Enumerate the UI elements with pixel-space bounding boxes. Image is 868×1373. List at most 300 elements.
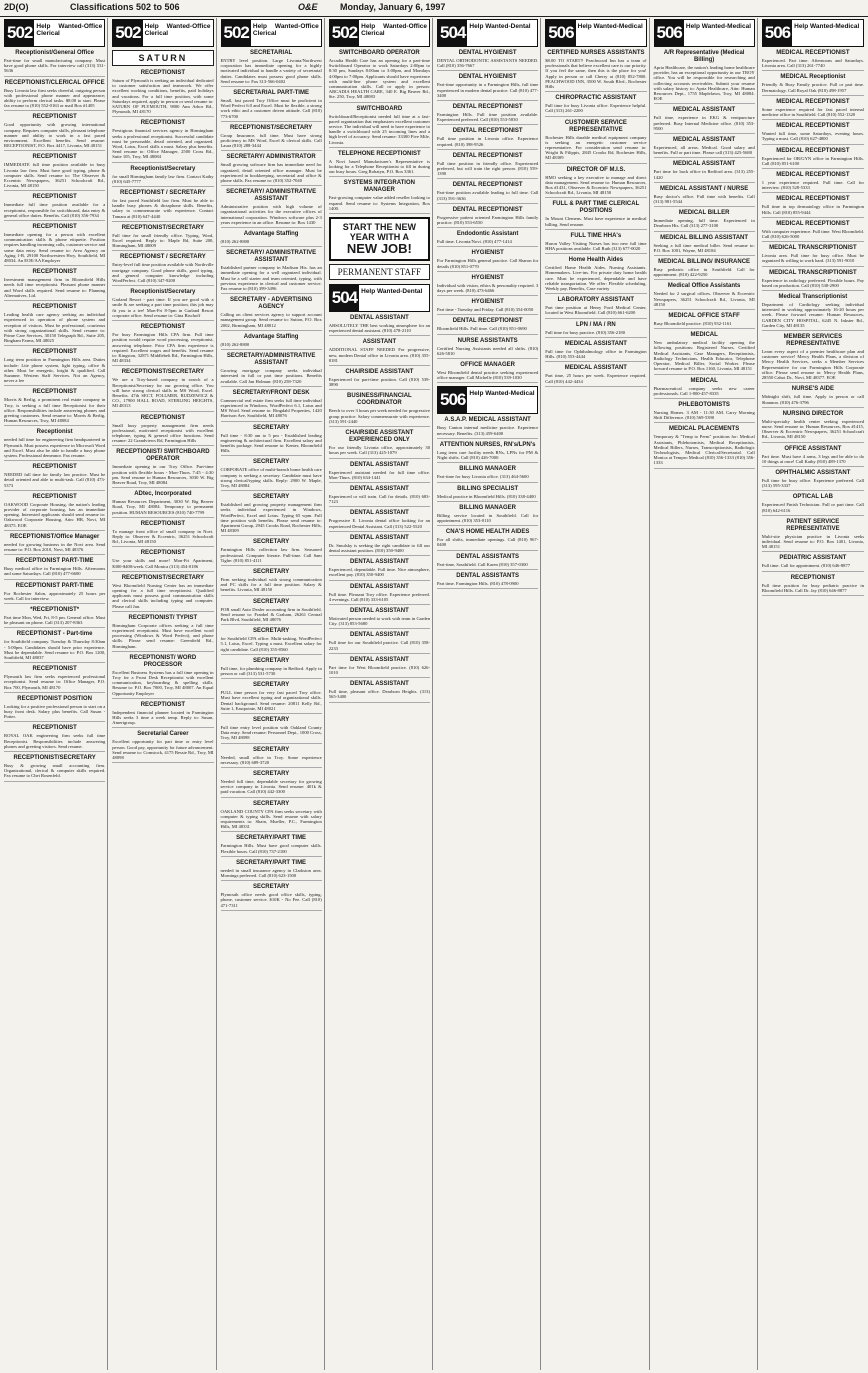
ad-body: Some experience required for fast paced internal medicine office in Southfield. Call (810) 552-1320: [761, 106, 864, 118]
ads-list: [4, 50, 105, 782]
section-title: Classifications 502 to 506: [70, 2, 180, 12]
classified-ad: [654, 313, 755, 329]
ad-heading: Receptionist/Secretary: [130, 289, 196, 296]
classified-ad: [545, 201, 646, 229]
ad-heading: SECRETARY: [252, 746, 290, 753]
ad-body: Long term position in Farmington Hills area. Duties include: Lite phone system, light typing, office & other. Must be energetic, bright & qualified. Call Suzanne. Western Staff Services. Not an Agency, never a fee: [4, 357, 106, 384]
classified-ad: [4, 429, 105, 461]
ad-heading: A/R Representative (Medical Billing): [663, 50, 745, 63]
ad-body: Part time. Must have 4 arms, 3 legs and be able to do 10 things at once! Call Kathy (810) 489-1370: [761, 453, 864, 464]
classified-ad: [762, 386, 864, 407]
classified-ad: [762, 245, 864, 266]
ad-body: (810) 262-8800: [220, 341, 250, 347]
ad-heading: RECEPTIONIST: [32, 493, 77, 500]
ads-list: [437, 50, 538, 383]
ad-body: Temporary & "Temp to Perm" positions for: Medical Assistants, Phlebotomists, Medical Receptionists, Medical Billers, Nurses, Transcriptionists, Radiologic Technologists, Medical Clerical/Secretarial. Call Monica at Tempro Medical (810) 356-1333 (810) 356-1333: [653, 434, 755, 466]
classified-ad: [545, 341, 646, 362]
ad-body: Saturn of Plymouth is seeking an individual dedicated to customer satisfaction and teamwork. We offer excellent working conditions, benefits, paid holidays and vacations. For a full time position, with some Saturdays required, apply in person or send resume to: SATURN OF PLYMOUTH, 9800 Ann Arbor Rd., Plymouth, MI 48170: [112, 78, 214, 115]
ad-heading: DENTAL ASSISTANT: [349, 510, 409, 517]
section-heading: Help Wanted-Medical: [577, 23, 643, 30]
ad-heading: RECEPTIONIST: [32, 224, 77, 231]
ad-body: Busy & growing small accounting firm. Organizational, clerical & computer skills required. Fax resume to Chet Rosenfeld.: [4, 763, 106, 779]
section-header-504: [437, 19, 538, 47]
saturn-logo-box: [112, 50, 213, 66]
ad-heading: HYGIENIST: [471, 299, 504, 306]
classified-ad: [762, 555, 864, 571]
ad-body: Plymouth office needs good office skills, typing, phone, customer service. $10K - No Fee. Call (810) 471-7311: [220, 892, 322, 908]
ad-body: Commercial real estate firm seeks full time individual experienced in Windows, WordPerfect 6.1, Lotus and MS Word. Send resume to: Ringdahl Properties, 1420 Harrison Ave, Southfield, MI 48076: [220, 397, 322, 419]
classified-ad: [545, 365, 646, 386]
classified-ad: [329, 393, 430, 427]
classified-ad: [654, 332, 755, 374]
page-number: 2D(O): [4, 2, 29, 12]
section-header-504: [329, 284, 430, 312]
ad-body: ADDITIONAL STAFF NEEDED For progressive, new, modern Dental office in Livonia area. (810) 355-8181: [328, 347, 430, 363]
section-number: 502: [222, 20, 251, 46]
classified-ad: [762, 148, 864, 169]
classified-ad: [545, 233, 646, 254]
ad-body: Small growing software firm has immediate need for organized, detail oriented office manager. Must be experienced in bookkeeping, secretarial and office & phone skills. Fax resume to: (810) 352-7040: [220, 162, 322, 184]
ad-body: Huron Valley Visiting Nurses has two new full time HHA positions available. Call Ruth (313) 677-0020: [545, 240, 647, 252]
ad-heading: RECEPTIONIST: [32, 464, 77, 471]
ad-heading: Secretarial Career: [137, 731, 189, 738]
classified-ad: [221, 569, 322, 596]
classified-ad: [112, 575, 213, 612]
classified-ad: [112, 70, 213, 117]
classified-ad: [112, 289, 213, 321]
ads-list: [221, 50, 322, 911]
ad-heading: LPN / MA / RN: [575, 321, 616, 328]
classified-ad: [4, 534, 105, 555]
ad-body: Full time, for plumbing company in Redford. Apply in person or call (313) 531-5730: [220, 665, 322, 676]
classified-ad: [4, 269, 105, 301]
ad-body: needed for growing business in the Novi area. Send resume to: P.O. Box 2010, Novi, MI 48376: [4, 541, 106, 552]
ad-heading: ATTENTION NURSES, RN's/LPN's: [439, 441, 536, 448]
ad-heading: MEDICAL RECEPTIONIST: [776, 147, 850, 154]
dental-ads-list: [329, 315, 430, 703]
classified-ad: [4, 725, 105, 752]
ad-body: Group Insurance, full time. Must have strong proficiency in MS Word, Excel & clerical skills. Call Laura (810) 288-3444: [220, 132, 322, 149]
ad-heading: MEDICAL BILLING ASSISTANT: [660, 234, 749, 241]
ad-heading: SECRETARY: [252, 568, 290, 575]
ad-heading: MEDICAL: [690, 377, 718, 384]
ad-body: Pharmaceutical company seeks new career professionals. Call 1-800-457-8335: [653, 385, 755, 396]
classified-ad: [654, 137, 755, 158]
ad-heading: TELEPHONE RECEPTIONIST: [338, 150, 421, 157]
ad-body: Full time entry level position with Oakland County Data entry. Send resume: Personnel Dept., 1000 Cross, Troy, MI 48098: [220, 725, 322, 741]
ad-body: For busy Farmington Hills CPA firm. Full time position would require word processing, receptionist, answering telephone. Prior CPA firm experience is required. Excellent wages and benefits. Send resume to: Kingston, 32871 Middlebelt Rd., Farmington Hills, MI 48334: [112, 332, 214, 364]
ad-heading: MEDICAL RECEPTIONIST: [776, 220, 850, 227]
ad-body: For Rochester Salon, approximately 25 hours per week. Call for interview.: [4, 590, 106, 601]
ad-heading: MEDICAL ASSISTANT: [564, 340, 627, 347]
ad-body: Progressive patient oriented Farmington Hills family practice. (810) 553-6550: [437, 214, 539, 226]
ad-body: New ambulatory medical facility opening the following positions: Registered Nurses, Certified Medical Assistants, Case Managers, Receptionists, Radiology Technicians, Health Educator, Telephone Operator, Medical Biller, Social Worker. Please forward resume to P.O. Box 1160, Livonia, MI 48151: [653, 340, 755, 372]
ad-body: Full time position in friendly office. Experienced preferred, but will train the right person. (810) 559-1390: [437, 160, 539, 177]
ad-heading: OFFICE MANAGER: [460, 362, 515, 369]
ad-heading: RECEPTIONIST/SECRETARY: [229, 124, 313, 131]
ad-body: Part-time, Southfield. Call Karen (810) 357-0300: [437, 561, 528, 567]
ad-body: Learn every aspect of a premier healthcare plan and customer service! Mercy Health Plans, a division of Mercy Health Services, seeks a Member Services Representative for our Farmington Hills Corporate office. Please send resume to: Mercy Health Plans, 28550 Cabot Dr., Novi, MI 48377. EOE: [761, 349, 864, 381]
classified-ad: [437, 529, 538, 550]
classified-ad: [112, 254, 213, 286]
classified-ad: [221, 189, 322, 228]
ad-body: Excellent Business Systems has a full time opening in Troy for a Front Desk Receptionist with excellent communication, keyboarding & spelling skills. Resume to: P.O. Box 7000, Troy, MI 48007. An Equal Opportunity Employer: [112, 669, 214, 696]
ad-heading: A.S.A.P. MEDICAL ASSISTANT: [444, 417, 531, 424]
section-number: 506: [763, 20, 792, 46]
ad-body: HMO seeking a key executive to manage and direct data management. Send resume to: Human Resources, Box #1431, Observer & Eccentric Newspapers, 36251 Schoolcraft Rd., Livonia, MI 48150: [545, 174, 647, 196]
ad-body: Experienced for part-time position. Call (810) 539-3890: [328, 377, 430, 388]
classified-ad: [329, 151, 430, 178]
ad-body: Investment management firm in Bloomfield Hills needs full time receptionist. Pleasant phone manner and Word skills required. Send resume to: Planning Alternatives, Ltd.: [4, 277, 106, 298]
ad-heading: RECEPTIONIST: [32, 389, 77, 396]
ad-body: Bloomfield Hills. Full time. Call (810) 851-0690: [437, 326, 527, 332]
classified-ad: [221, 771, 322, 798]
classified-ad: [329, 584, 430, 605]
ad-body: Full time for Ophthalmology office in Farmington Hills. (810) 553-4444: [545, 348, 647, 360]
classified-ad: [329, 50, 430, 103]
ad-heading: SECRETARY/ ADMINISTRATIVE ASSISTANT: [226, 250, 317, 264]
ad-body: Busy Livonia law firm seeks cheerful, outgoing person with professional phone manner and appearance; ability to perform clerical tasks. $8.00 to start. Please fax resume to (810) 552-0163 or mail Box #1405: [4, 87, 106, 109]
ad-heading: Advantage Staffing: [243, 231, 299, 238]
classified-ad: [112, 120, 213, 162]
start-new-year-ad: [329, 217, 430, 261]
classified-ad: [437, 573, 538, 589]
classified-ad: [437, 74, 538, 101]
ad-body: Growing mortgage company seeks individual interested in full or part time positions. Benefits available. Call Jan Holman: (810) 258-7320: [220, 368, 322, 384]
ad-heading: RECEPTIONIST: [32, 269, 77, 276]
ad-heading: MEDICAL OFFICE STAFF: [668, 313, 740, 320]
classified-ad: [654, 210, 755, 231]
classified-ad: [4, 114, 105, 151]
ad-heading: *RECEPTIONIST*: [30, 607, 80, 613]
ad-body: ENTRY level position. Large Livonia/Northwest corporation has immediate opening for a highly motivated individual to handle a variety of secretarial duties. Candidates must possess good phone skills. Send resume to: Fax 313-566-0402: [220, 58, 322, 84]
ad-heading: RECEPTIONIST: [32, 349, 77, 356]
classified-ad: [221, 860, 322, 881]
classified-ad: [329, 180, 430, 214]
ad-heading: DENTAL ASSISTANT: [349, 485, 409, 492]
ad-body: Part-time for busy Livonia office. (313) 464-5600: [437, 474, 529, 480]
section-number: 504: [438, 20, 467, 46]
ad-body: Administrative position with high volume of organizational activities for the executive offices of international corporation. Windows software plus 2-3 years experience in an office. Resume to: Box 1430: [220, 204, 322, 225]
classified-ad: [4, 50, 105, 77]
ad-body: Multi-site physician practice in Livonia seeks individual. Send resume to: P.O. Box 1401, Livonia, MI 48151: [761, 533, 864, 550]
ad-body: Experience in radiology preferred. Flexible hours. Pay based on production. Call (810) 538-2900: [761, 277, 864, 288]
classified-ad: [112, 166, 213, 187]
ad-body: Friendly & Busy Family practice. Full or part time. Dermatology. Call Royal Oak (810) 498-1957: [761, 82, 864, 93]
ad-heading: MEDICAL TRANSCRIPTIONIST: [769, 245, 857, 252]
classified-ad: [762, 494, 864, 515]
ad-heading: Receptionist/General Office: [15, 50, 94, 56]
classified-ad: [112, 615, 213, 652]
ad-heading: ADtec, Incorporated: [134, 491, 192, 498]
column-7: [652, 18, 758, 1370]
ad-body: Individual with vision, ethics & personality required. 3 days per week. (810) 473-6466: [437, 282, 539, 294]
ad-body: Part time for back office in Redford area. (313) 255-1420: [653, 169, 755, 180]
ad-heading: MEDICAL TRANSCRIPTIONIST: [769, 269, 857, 276]
ad-heading: SECRETARY/PART TIME: [236, 835, 307, 842]
ad-heading: MEDICAL BILLER: [678, 210, 730, 217]
ad-body: $8.00 TO START!! Peachwood Inn has a team of professionals that believe excellent care is our priority. If you feel the same, then this is the place for you! Apply in person or call Cherry at (810) 852-7800. PEACHWOOD INN, 3500 W. South Blvd., Rochester Hills: [545, 58, 647, 90]
ad-heading: RECEPTIONIST: [140, 324, 186, 331]
ad-heading: MEDICAL RECEPTIONIST: [776, 196, 850, 203]
classified-ad: [545, 50, 646, 92]
ad-heading: DENTAL RECEPTIONIST: [452, 182, 523, 189]
classified-ad: [329, 510, 430, 531]
ad-heading: SECRETARY/ADMINISTRATIVE ASSISTANT: [226, 353, 316, 367]
ad-heading: DENTAL RECEPTIONIST: [452, 206, 523, 213]
classified-ad: [4, 696, 105, 723]
classified-ad: [221, 154, 322, 186]
ad-heading: SECRETARIAL PART-TIME: [233, 90, 309, 97]
classified-ad: [762, 270, 864, 291]
ads-list: [654, 50, 755, 469]
ad-body: ABSOLUTELY THE best working atmosphere for an experienced dental assistant. (810) 478-2110: [328, 323, 430, 334]
classified-ad: [762, 334, 864, 383]
classified-ad: [545, 95, 646, 116]
ad-heading: DENTAL ASSISTANT: [349, 315, 409, 322]
column-6: [543, 18, 649, 1370]
ad-body: needed full time for engineering firm headquartered in Plymouth. Must possess experience in Microsoft Word and Excel. Must also be able to handle a busy phone system. Professional demeanor. Fax resume.: [4, 437, 106, 458]
classified-ad: [112, 550, 213, 571]
classified-ad: [654, 50, 755, 104]
classified-ad: [221, 835, 322, 856]
classified-ad: [4, 80, 105, 112]
ad-heading: HYGIENIST: [471, 250, 504, 257]
ad-heading: RECEPTIONIST: [790, 574, 836, 581]
column-5: [435, 18, 541, 1370]
ad-heading: CNA'S HOME HEALTH AIDES: [445, 529, 530, 536]
ad-heading: LABORATORY ASSISTANT: [557, 297, 635, 304]
ad-heading: MEDICAL ASSISTANT: [673, 107, 736, 114]
ad-heading: SECRETARY: [252, 424, 290, 431]
ad-body: Immediate full time position available for a receptionist, responsible for switchboard, data entry & general office duties. Benefits. Call (810) 356-7934: [4, 202, 106, 218]
ad-body: Full time, pleasant office. Dearborn Heights. (313) 565-3400: [328, 689, 430, 700]
ad-heading: BILLING MANAGER: [459, 466, 516, 473]
ad-heading: SECRETARY: [252, 459, 290, 466]
ad-heading: DENTAL ASSISTANT: [349, 583, 409, 590]
classified-ad: [762, 74, 864, 95]
ad-body: Part-time opportunity in a Farmington Hills, full time experienced in modern dental practice. Call (810) 477-3400: [437, 82, 539, 98]
ad-heading: DENTAL ASSISTANT: [349, 656, 409, 663]
classified-ad: [437, 318, 538, 334]
ad-heading: Advantage Staffing: [243, 333, 299, 340]
section-heading: Help Wanted-Medical: [685, 23, 752, 30]
ad-body: We are a Troy-based company in search of a Receptionist/Secretary for our growing office. You will have strong clerical skills in MS Word, Excel. Benefits. 47th SECT, FOLLMER, RUDZEWICZ & CO., 17900 HALL ROAD, STERLING HEIGHTS, MI 48313: [112, 377, 214, 409]
ad-body: Morris & Berlig, a prominent real estate company in Troy, is seeking a full time Receptionist for their office. Responsibilities include answering phones and greeting customers. Send resume to: Morris & Berlig, Human Resources, Troy, MI 48084: [4, 397, 106, 424]
classified-ad: [4, 224, 105, 266]
ad-heading: MEDICAL ASSISTANT: [673, 137, 736, 144]
ad-heading: DENTAL ASSISTANT: [349, 534, 409, 541]
ad-body: Good opportunity with growing international company. Requires computer skills, pleasant telephone manner and ability to work in a fast paced environment. Excellent benefits. Send resume: RECEPTIONIST, P.O. Box 4417, Livonia, MI 48151: [4, 122, 106, 149]
column-3: [219, 18, 325, 1370]
ad-heading: MEDICAL ASSISTANT / NURSE: [660, 185, 749, 192]
classified-ad: [545, 167, 646, 199]
ad-heading: Medical Transcriptionist: [778, 294, 848, 301]
ad-body: DENTAL ORTHODONTIC ASSISTANTS NEEDED. Call (810) 356-7667: [437, 58, 539, 69]
ad-body: Seeking a full time medical biller. Send resume to: P.O. Box 1001, Wayne, MI 48184: [653, 242, 755, 253]
ad-heading: RECEPTIONIST / SECRETARY: [120, 190, 206, 197]
classified-ad: [4, 666, 105, 693]
ad-heading: MEDICAL: [690, 332, 718, 339]
ad-body: for Southfield company. Tuesday & Thursday 8:30am - 5:00pm. Candidates should have prior experience. Must be dependable. Send resume to: P.O. Box 1200, Southfield, MI 48037: [4, 639, 106, 661]
ad-body: Certified Home Health Aides. Nursing Assistants. Homemakers. Live-ins. For private duty home health care. Must be experienced, dependable and have reliable transportation. We offer: Flexible scheduling, Weekly pay, Benefits, Case variety: [545, 265, 647, 292]
section-header-502: [112, 19, 213, 47]
ad-heading: SECRETARY: [252, 884, 290, 891]
publication-name: O&E: [298, 2, 318, 12]
ad-body: Independent financial planner located in Farmington Hills seeks 3 time a week temp. Reply to: Susan, Amerigroup.: [112, 709, 214, 726]
ad-heading: DENTAL ASSISTANT: [349, 632, 409, 639]
classified-ad: [221, 628, 322, 655]
classified-ad: [654, 426, 755, 468]
classified-ad: [437, 231, 538, 247]
ad-body: Small, fast paced Troy Office must be proficient in Word Perfect 6.0 and Excel. Must be flexible, a strong work ethic and a customer driven attitude. Call (810) 773-6700: [220, 98, 322, 119]
classified-ad: [329, 339, 430, 366]
ad-heading: SECRETARY/ ADMINISTRATIVE ASSISTANT: [226, 189, 317, 203]
ad-body: Full time position for busy pediatric practice in Bloomfield Hills. Call Dr. Jay (810) 646-8877: [761, 582, 864, 593]
classified-ad: [221, 50, 322, 87]
ad-heading: MEDICAL BILLING/ INSURANCE: [658, 259, 751, 266]
classified-ad: [437, 250, 538, 271]
ad-heading: RECEPTIONIST/ WORD PROCESSOR: [129, 654, 197, 668]
ad-body: Experienced for OB/GYN office in Farmington Hills. Call (810) 851-6100: [761, 155, 864, 166]
ad-body: Calling on client services agency to support account management group. Send resume to: Sutton, P.O. Box 2002, Birmingham, MI 48012: [220, 312, 322, 328]
ad-body: Full time position in Livonia office. Experience required. (810) 398-9526: [437, 136, 539, 147]
ad-body: Department of Cardiology seeking individual interested in working approximately 16-20 hours per week. Please forward resume: Human Resources, GARDEN CITY HOSPITAL, 6245 N. Inkster Rd., Garden City, MI 48135: [761, 302, 864, 328]
classified-ad: [4, 154, 105, 191]
classified-ad: [4, 194, 105, 221]
ads-list: [112, 70, 213, 763]
promo-line: YEAR WITH A: [349, 232, 409, 243]
classified-ad: [329, 430, 430, 458]
ad-heading: RECEPTIONIST: [32, 194, 77, 201]
classified-ad: [112, 521, 213, 548]
ads-list: [329, 50, 430, 214]
ad-body: Busy medical office in Farmington Hills. Afternoons and some Saturdays. Call (810) 477-6600: [4, 566, 106, 577]
ad-body: Full time for busy practice. (810) 356-2180: [545, 329, 625, 335]
classified-ad: [329, 106, 430, 148]
ad-heading: SECRETARY: [252, 800, 290, 807]
ad-heading: RECEPTIONIST: [140, 550, 186, 557]
ad-body: Immediate opening in our Troy Office. Part-time position with flexible hours - Mon-Thurs. 7:45 - 4:30 pm. Send resume to Human Resources, 3030 W. Big Beaver Road, Troy, MI 48084: [112, 464, 214, 485]
ad-body: Busy doctor's office. Full time with benefits. Call (313) 981-5544: [653, 193, 755, 205]
ad-heading: CHAIRSIDE ASSISTANT: [345, 369, 414, 376]
ad-body: Part time. Farmington Hills. (810) 478-0900: [437, 580, 519, 586]
ad-heading: RECEPTIONIST: [32, 304, 77, 311]
ad-body: Experienced, dependable. Full time. Nice atmosphere, excellent pay. (810) 350-9400: [328, 567, 430, 578]
page-header: [0, 0, 868, 17]
ad-body: Plymouth law firm seeks experienced professional receptionist. Send resume to: Office Manager, P.O. Box 700, Plymouth, MI 48170: [4, 674, 106, 690]
ad-heading: MEDICAL ASSISTANT: [673, 161, 736, 168]
ad-body: Progressive E. Livonia dental office looking for an experienced Dental Assistant. Call (313) 522-5520: [328, 518, 430, 529]
section-number: 502: [5, 20, 34, 46]
ad-heading: MEDICAL ASSISTANT: [564, 365, 627, 372]
ad-body: Full time, experience in EKG & venipuncture preferred. Busy Internal Medicine office. (810) 353-9500: [653, 115, 755, 131]
ad-body: Part time - Tuesday and Friday. Call (810) 354-0050: [437, 307, 534, 313]
ad-body: for Southfield CPA office. Multi-tasking, WordPerfect 5.1, Lotus, Excel. Typing a must. Excellent salary for right candidate. Call (810) 355-8560: [220, 636, 322, 652]
ad-body: Human Resources Department, 3030 W. Big Beaver Road, Troy, MI 48084. Temporary to permanent position. HUMAN RESOURCES (810) 740-7799: [112, 499, 214, 515]
ad-body: Firm seeking individual with strong communication and PC skills for a full time position. Salary & benefits. Livonia, MI 48150: [220, 576, 322, 593]
ad-body: Garland Resort - part time. If you are good with a smile & are seeking a part time position, this job may fit you to a tee! Mon-Fri 8-5pm in Garland Resort corporate office. Send resume to: Gina Bischoff: [112, 297, 214, 318]
ad-heading: RECEPTIONIST: [32, 154, 77, 161]
section-number: 504: [330, 285, 359, 311]
ad-body: Full time for busy Livonia office. Experience helpful. Call (313) 261-2200: [545, 103, 647, 114]
classified-ad: [762, 575, 864, 596]
classified-ad: [112, 449, 213, 488]
classified-ad: [329, 462, 430, 483]
classified-ad: [329, 486, 430, 507]
ad-body: Experienced, all areas. Medical. Good salary and benefits. Full or part time. Please call (313) 425-5680: [653, 145, 755, 156]
ad-body: Medical practice in Bloomfield Hills. (810) 338-4400: [437, 493, 536, 499]
ad-heading: SECRETARY: [252, 657, 290, 664]
ad-body: For our friendly Livonia office, approximately 30 hours per week. Call (313) 425-1079: [328, 445, 430, 456]
ad-heading: RECEPTIONIST/ SWITCHBOARD OPERATOR: [116, 449, 210, 463]
section-number: 506: [438, 387, 467, 413]
classified-ad: [762, 172, 864, 193]
classified-ad: [437, 153, 538, 180]
classified-ad: [112, 655, 213, 699]
ad-heading: FULL & PART TIME CLERICAL POSITIONS: [552, 201, 640, 215]
ad-body: Full time. Call for appointment. (810) 646-8877: [761, 563, 851, 569]
classified-ad: [437, 182, 538, 203]
classified-ad: [4, 558, 105, 579]
ad-heading: RECEPTIONIST/Office Manager: [9, 533, 100, 540]
ad-heading: NURSE'S AIDE: [791, 386, 834, 393]
ad-body: Full time. Pleasant Troy office. Experience preferred. 4 evenings. Call (810) 333-6105: [328, 591, 430, 602]
section-number: 502: [330, 20, 359, 46]
medical-ads-list: [437, 417, 538, 588]
classified-ad: [329, 535, 430, 556]
ad-heading: Receptionist: [36, 429, 73, 436]
classified-ad: [762, 196, 864, 217]
classified-ad: [221, 599, 322, 626]
ad-body: West Bloomfield dental practice seeking experienced office manager. Call Michelle (810) 539-1030: [437, 370, 539, 381]
classified-ad: [221, 459, 322, 491]
ad-heading: RECEPTIONIST/SECRETARY: [121, 224, 205, 231]
classified-ad: [762, 446, 864, 467]
ad-heading: RECEPTIONIST/ TYPIST: [128, 614, 198, 621]
classified-ad: [437, 442, 538, 463]
classifieds-columns: [2, 18, 866, 1370]
ad-heading: SWITCHBOARD: [356, 105, 403, 112]
promo-line: START THE NEW: [342, 222, 417, 233]
ad-heading: DENTAL ASSISTANTS: [456, 572, 520, 579]
ad-heading: DENTAL RECEPTIONIST: [452, 128, 523, 135]
ad-heading: SECRETARY/FRONT DESK: [232, 389, 310, 396]
classified-ad: [654, 283, 755, 310]
classified-ad: [221, 334, 322, 350]
ad-body: Midnight shift, full time. Apply in person or call Shannon. (810) 476-3796: [761, 394, 864, 405]
section-number: 506: [546, 20, 575, 46]
ad-body: Busy pediatric office in Southfield. Call for appointment. (810) 422-9250: [653, 267, 755, 278]
column-8: [760, 18, 866, 1370]
classified-ad: [221, 231, 322, 247]
classified-ad: [4, 304, 105, 346]
ad-heading: SECRETARY/PART TIME: [236, 859, 307, 866]
ad-body: CORPORATE office of multi-branch home health care company is seeking a secretary. Candidate must have strong clerical/typing skills. Reply: 2900 W. Maple, Troy, MI 48084: [220, 467, 322, 488]
ad-heading: Receptionist/Secretary: [130, 165, 196, 172]
ad-body: OAKWOOD Corporate Housing, the nation's leading provider of corporate housing, has an immediate opening. Interested applicants should send resume to: Oakwood Corporate Housing, Attn: HR, Novi, MI 48375. EOE: [4, 501, 106, 528]
ad-heading: SWITCHBOARD OPERATOR: [338, 50, 420, 56]
classified-ad: [545, 120, 646, 164]
ad-heading: RECEPTIONIST/SECRETARY: [13, 755, 96, 762]
ad-body: Switchboard/Receptionist needed full time at a fast-paced organization that emphasizes excellent customer service. The individual will need to have experience to handle a switchboard with 25 incoming lines and a high level of accuracy. Send resume: 33300 Five Mile, Livonia.: [328, 113, 430, 145]
classified-ad: [762, 519, 864, 553]
section-heading: Help Wanted-Medical: [794, 23, 860, 30]
ad-heading: RECEPTIONIST: [140, 120, 186, 127]
section-heading: Help Wanted-Medical: [469, 390, 535, 398]
ad-body: In Mount Clemens. Must have experience in medical billing. Send resume.: [545, 216, 647, 227]
classified-ad: [221, 658, 322, 679]
